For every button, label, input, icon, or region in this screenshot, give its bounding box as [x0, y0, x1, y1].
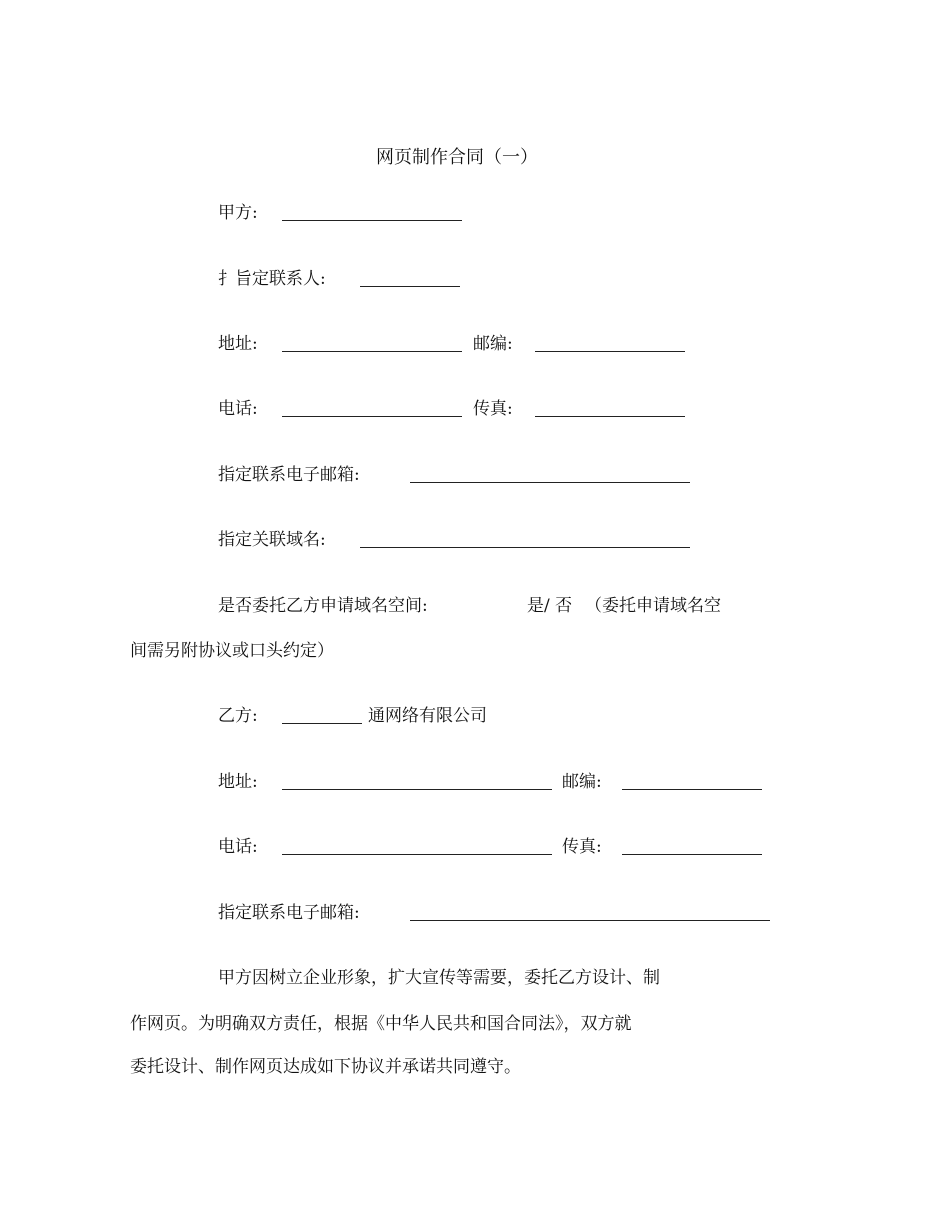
document-title: 网页制作合同（一）	[376, 147, 538, 168]
party-b-address-label: 地址:	[218, 772, 258, 792]
party-a-domain-label: 指定关联域名:	[218, 530, 326, 550]
party-b-phone-blank	[282, 854, 552, 855]
party-a-email-label: 指定联系电子邮箱:	[218, 465, 360, 485]
preamble-line3: 委托设计、制作网页达成如下协议并承诺共同遵守。	[130, 1057, 521, 1077]
party-b-fax-label: 传真:	[562, 837, 602, 857]
preamble-line2: 作网页。为明确双方责任，根据《中华人民共和国合同法》，双方就	[130, 1014, 632, 1034]
party-b-company-suffix: 通网络有限公司	[368, 706, 487, 726]
party-b-fax-blank	[622, 854, 762, 855]
party-b-postcode-blank	[622, 789, 762, 790]
party-a-contact-label: 扌旨定联系人:	[218, 269, 326, 289]
entrust-note-line1: （委托申请域名空	[585, 596, 721, 616]
party-a-address-blank	[282, 351, 462, 352]
party-a-email-blank	[410, 482, 690, 483]
party-b-email-label: 指定联系电子邮箱:	[218, 903, 360, 923]
party-a-postcode-label: 邮编:	[473, 334, 513, 354]
preamble-line1: 甲方因树立企业形象，扩大宣传等需要，委托乙方设计、制	[218, 968, 660, 988]
party-a-domain-blank	[360, 547, 690, 548]
entrust-question: 是否委托乙方申请域名空间:	[218, 596, 428, 616]
party-b-name-blank	[282, 723, 362, 724]
party-a-name-blank	[282, 220, 462, 221]
party-a-fax-blank	[535, 416, 685, 417]
party-b-postcode-label: 邮编:	[562, 772, 602, 792]
entrust-choice: 是/ 否	[527, 596, 573, 616]
party-b-label: 乙方:	[218, 706, 258, 726]
party-b-address-blank	[282, 789, 552, 790]
party-a-phone-blank	[282, 416, 462, 417]
party-a-address-label: 地址:	[218, 334, 258, 354]
entrust-note-line2: 间需另附协议或口头约定）	[130, 641, 334, 661]
party-a-label: 甲方:	[218, 203, 258, 223]
party-a-contact-blank	[360, 286, 460, 287]
party-a-fax-label: 传真:	[473, 399, 513, 419]
party-b-phone-label: 电话:	[218, 837, 258, 857]
party-a-postcode-blank	[535, 351, 685, 352]
party-a-phone-label: 电话:	[218, 399, 258, 419]
party-b-email-blank	[410, 920, 770, 921]
